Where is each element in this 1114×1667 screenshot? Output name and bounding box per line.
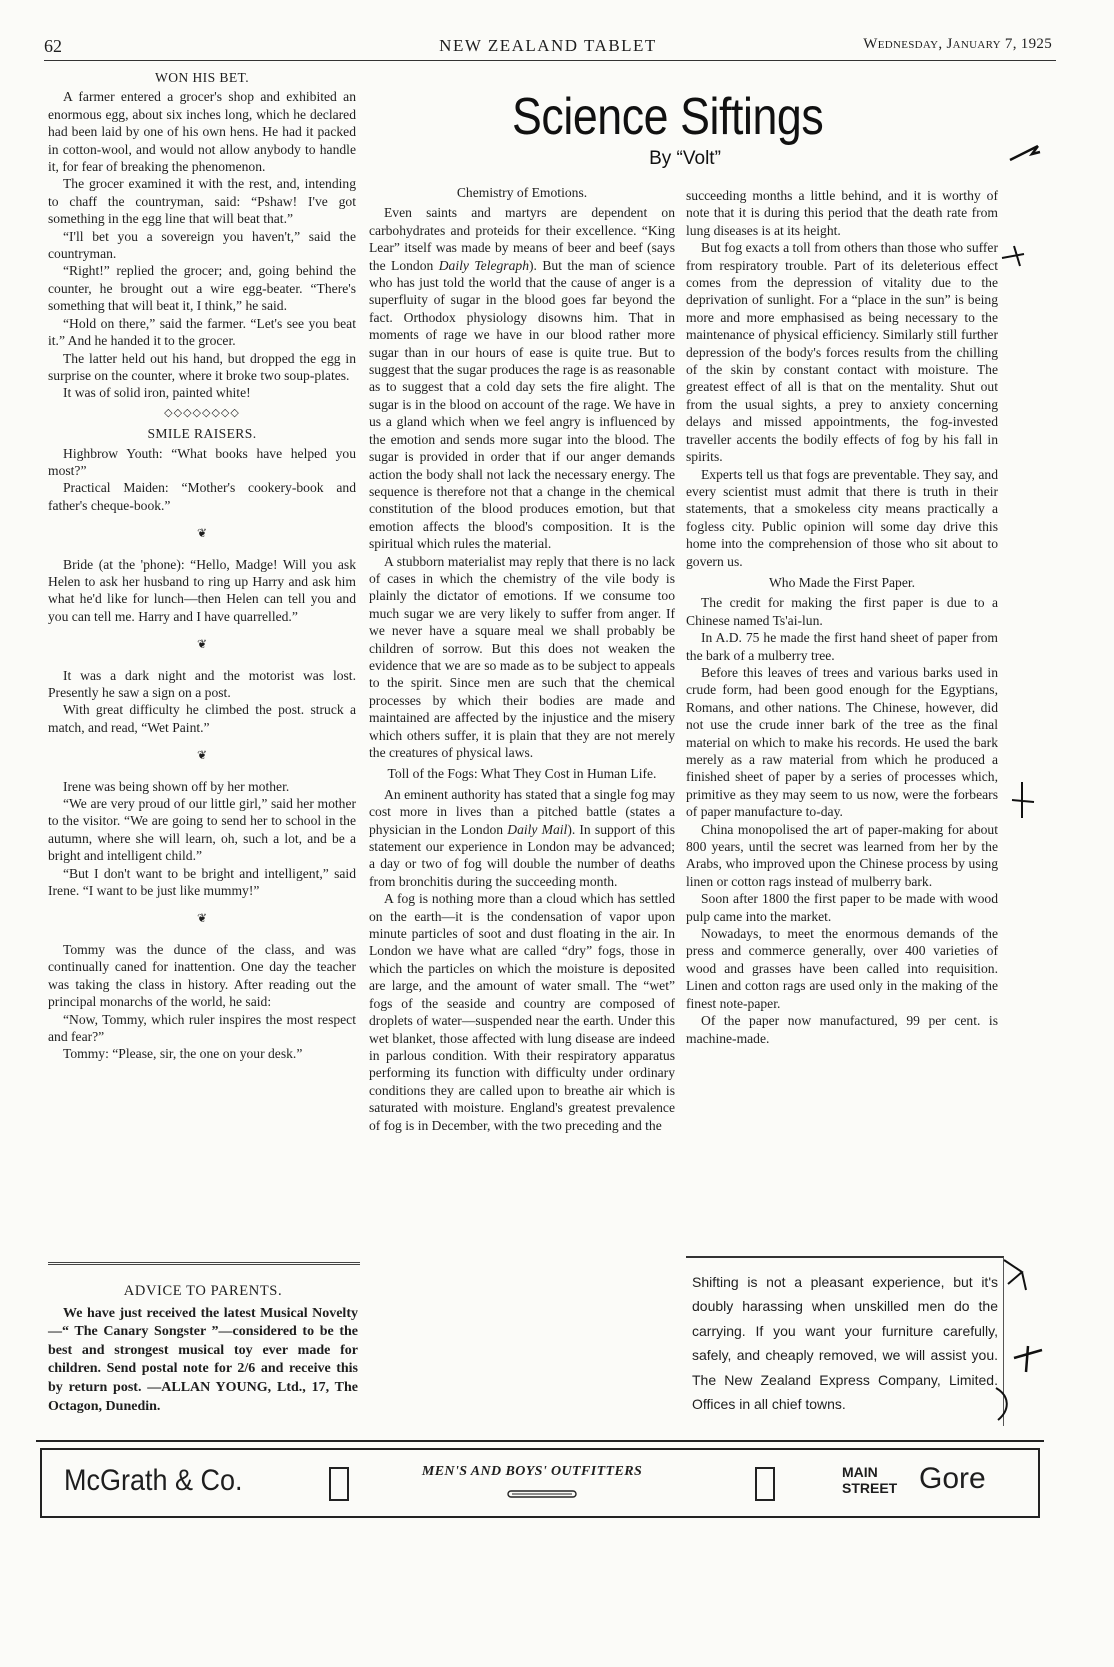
joke-paragraph: It was a dark night and the motorist was lost. Presently he saw a sign on a post. [48,667,356,700]
advice-heading: ADVICE TO PARENTS. [123,1283,283,1299]
won-paragraph: “Right!” replied the grocer; and, going behind the counter, he brought out a wire egg-beater. “There's something that will beat it, I think,” he said. [48,263,356,314]
won-paragraph: “I'll bet you a sovereign you haven't,” said the countryman. [48,228,356,262]
issue-date: Wednesday, January 7, 1925 [863,36,1052,52]
byline: By “Volt” [649,148,721,169]
margin-pointer-icon [1000,242,1028,270]
paper-paragraph: Before this leaves of trees and various barks used in crude form, had been good enough for the Egyptians, Romans, and other nations. The Chinese, however, did not use the crude inner bark of the tree as the final material on which to make his records. He used the bark merely as a raw material from which he produced a finished sheet of paper by a series of processes which, primitive as they may seem to us now, were the forbears of paper manufacture to-day. [686,664,998,820]
fog-paragraph: An eminent authority has stated that a single fog may cost more in lives than a pitched battle (states a physician in the London Daily Mail). In support of this statement our experience in London may be advanced; a day or two of fog will double the number of deaths from bronchitis during the succeeding month. [369,786,675,889]
won-paragraph: The latter held out his hand, but dropped the egg in surprise on the counter, where it broke two soup-plates. [48,350,356,383]
ad-square-icon [329,1467,349,1501]
ad-town: Gore [919,1462,986,1495]
ad-street-line: STREET [842,1480,898,1496]
fog-paragraph: But fog exacts a toll from others than those who suffer from respiratory trouble. Part of its deleterious effect comes from the depression of vitality due to the deprivation of sunlight. For a “place in the sun” is being more and more emphasised as being necessary to the maintenance of physical efficiency. Similarly still further depression of the body's forces results from the chilling of the skin by constant contact with moisture. The greatest effect of all is that on the mentality. Shut out from the usual sights, a prey to anxiety concerning delays and missed appointments, the fog-invested traveller accents the bodily effects of fog by his fall in spirits. [686,240,998,465]
fleuron-separator: ❦ [196,637,208,652]
joke-paragraph: “Now, Tommy, which ruler inspires the most respect and fear?” [48,1011,356,1044]
fleuron-separator: ❦ [196,911,208,926]
ad-square-icon [755,1467,775,1501]
paper-paragraph: In A.D. 75 he made the first hand sheet of paper from the bark of a mulberry tree. [686,630,998,663]
fleuron-separator: ❦ [196,748,208,763]
margin-pointer-icon [990,1384,1016,1424]
won-paragraph: The grocer examined it with the rest, and, intending to chaff the countryman, said: “Pshaw! I've got something in the egg line that will beat that.” [48,176,356,227]
margin-pointer-icon [1008,140,1042,170]
diamond-ornament: ◇◇◇◇◇◇◇◇ [164,406,240,419]
ad-street [842,1464,897,1496]
advice-notice [48,1282,358,1416]
fog-paragraph: Experts tell us that fogs are preventable. They say, and every scientist must admit that there is truth in their statements, that a smokeless city means practically a fogless city. Public opinion will some day drive this home into the comprehension of those who sit about to govern us. [686,466,998,569]
ad-rule-top [36,1440,1044,1442]
column-middle [369,180,675,1134]
joke-paragraph: Practical Maiden: “Mother's cookery-book and father's cheque-book.” [48,480,356,513]
margin-pointer-icon [1000,1254,1030,1294]
won-paragraph: A farmer entered a grocer's shop and exhibited an enormous egg, about six inches long, which he declared had been laid by one of his own hens. He had it packed in cotton-wool, and would not allow anybody to handle it, for fear of breaking the phenomenon. [48,89,356,175]
won-paragraph: “Hold on there,” said the farmer. “Let's see you beat it.” And he handed it to the grocer. [48,315,356,349]
fleuron-separator: ❦ [196,526,208,541]
ad-tagline: MEN'S AND BOYS' OUTFITTERS [421,1464,643,1479]
advice-body: We have just received the latest Musical Novelty—“ The Canary Songster ”—considered to be the best and strongest musical toy ever made for children. Send postal note for 2/6 and receive this by return post. —ALLAN YOUNG, Ltd., 17, The Octagon, Dunedin. [48,1305,358,1414]
paper-paragraph: The credit for making the first paper is due to a Chinese named Ts'ai-lun. [686,595,998,628]
ad-street-line: MAIN [842,1464,878,1480]
fog-heading: Toll of the Fogs: What They Cost in Human Life. [387,766,657,782]
won-his-bet-heading: WON HIS BET. [154,70,250,85]
chemistry-paragraph: Even saints and martyrs are dependent on carbohydrates and proteids for their excellence. “King Lear” itself was made by means of beer and beef (says the London Daily Telegraph). But the man of science who has just told the world that the cause of anger is a superfluity of sugar in the blood goes far beyond the fact. Orthodox physiology disowns him. That in moments of rage we have in our blood rather more sugar than in our hours of ease is quite true. But to suggest that the sugar produces the rage is as reasonable as to suggest that a cold day sets the fire alight. The sugar is in the blood on account of the rage. We have in us a gland which when we feel angry is influenced by the emotion and sends more sugar into the blood. The sugar is provided in order that if our anger demands action the body shall not lack the necessary energy. The sequence is therefore not that a change in the chemical constitution of the blood produces emotion, but that emotion affects the blood's composition. It is the spiritual which rules the material. [369,205,675,552]
paper-paragraph: Soon after 1800 the first paper to be made with wood pulp came into the market. [686,891,998,924]
ad-brand: McGrath & Co. [64,1464,243,1497]
column-left [48,66,356,1063]
joke-paragraph: Highbrow Youth: “What books have helped you most?” [48,445,356,478]
scroll-ornament-icon [502,1488,582,1500]
paper-title: NEW ZEALAND TABLET [439,36,657,55]
joke-paragraph: Tommy was the dunce of the class, and was continually caned for inattention. One day the teacher was taking the class in history. After reading out the principal monarchs of the world, he said: [48,941,356,1010]
joke-paragraph: With great difficulty he climbed the post. struck a match, and read, “Wet Paint.” [48,702,356,735]
fog-paragraph: A fog is nothing more than a cloud which has settled on the earth—it is the condensation of vapor upon minute particles of soot and dust floating in the air. In London we have what are called “dry” fogs, those in which the particles on which the moisture is deposited are large, and the amount of water small. The “wet” fogs of the seaside and country are composed of droplets of water—suspended near the earth. Under this wet blanket, those affected with lung disease are indeed in parlous condition. With their respiratory apparatus performing its function with difficulty under ordinary conditions they are called upon to breathe air which is saturated with moisture. England's greatest prevalence of fog is in December, with the two preceding and the [369,891,675,1133]
running-head [44,36,1052,60]
header-rule [44,60,1056,61]
won-paragraph: It was of solid iron, painted white! [63,385,251,401]
joke-paragraph: Bride (at the 'phone): “Hello, Madge! Will you ask Helen to ask her husband to ring up Harry and ask him what he'd like for lunch—then Helen can tell you and you can tell me. Harry and I have quarrelled.” [48,556,356,624]
chemistry-heading: Chemistry of Emotions. [456,185,588,200]
joke-paragraph: Tommy: “Please, sir, the one on your desk.” [63,1046,303,1062]
first-paper-heading: Who Made the First Paper. [768,574,916,590]
paper-paragraph: Nowadays, to meet the enormous demands of the press and commerce generally, over 400 varieties of wood and grasses have been called into requisition. Linen and cotton rags are used only in the making of the finest note-paper. [686,926,998,1011]
mcgrath-advertisement [40,1448,1040,1518]
column-right [686,187,998,1047]
paper-paragraph: Of the paper now manufactured, 99 per cent. is machine-made. [686,1013,998,1046]
margin-pointer-icon [1012,1340,1046,1376]
paper-paragraph: China monopolised the art of paper-making for about 800 years, until the secret was learned from her by the Arabs, who improved upon the Chinese process by using linen or cotton rags instead of mulberry bark. [686,821,998,889]
joke-paragraph: “We are very proud of our little girl,” said her mother to the visitor. “We are going to send her to school in the autumn, where she will learn, oh, such a lot, and be a bright and intelligent child.” [48,796,356,864]
shifting-ad-text: Shifting is not a pleasant experience, but it's doubly harassing when unskilled men do the carrying. If you want your furniture carefully, safely, and cheaply removed, we will assist you. The New Zealand Express Company, Limited. Offices in all chief towns. [692,1274,998,1413]
advice-rule-top [48,1262,360,1265]
fog-paragraph: succeeding months a little behind, and it is worthy of note that it is during this period that the death rate from lung diseases is at its height. [686,188,998,238]
page-number: 62 [44,36,62,56]
joke-paragraph: “But I don't want to be bright and intelligent,” said Irene. “I want to be just like mummy!” [48,865,356,899]
science-siftings-title: Science Siftings [512,88,824,146]
joke-paragraph: Irene was being shown off by her mother. [63,778,290,794]
margin-pointer-icon [1008,780,1036,820]
chemistry-paragraph: A stubborn materialist may reply that there is no lack of cases in which the chemistry of the vile body is plainly the dictator of emotions. If we consume too much sugar we are very likely to suffer from anger. If we never have a square meal we shall probably be children of sorrow. But this does not weaken the evidence that we are so made as to be subject to appeals to the spirit. Since men are such that the chemical processes by which their bodies are made and maintained are affected by the injustice and the misery which others suffer, it is plain that they are not merely the creatures of physical laws. [369,553,675,760]
smile-raisers-heading: SMILE RAISERS. [147,426,257,442]
